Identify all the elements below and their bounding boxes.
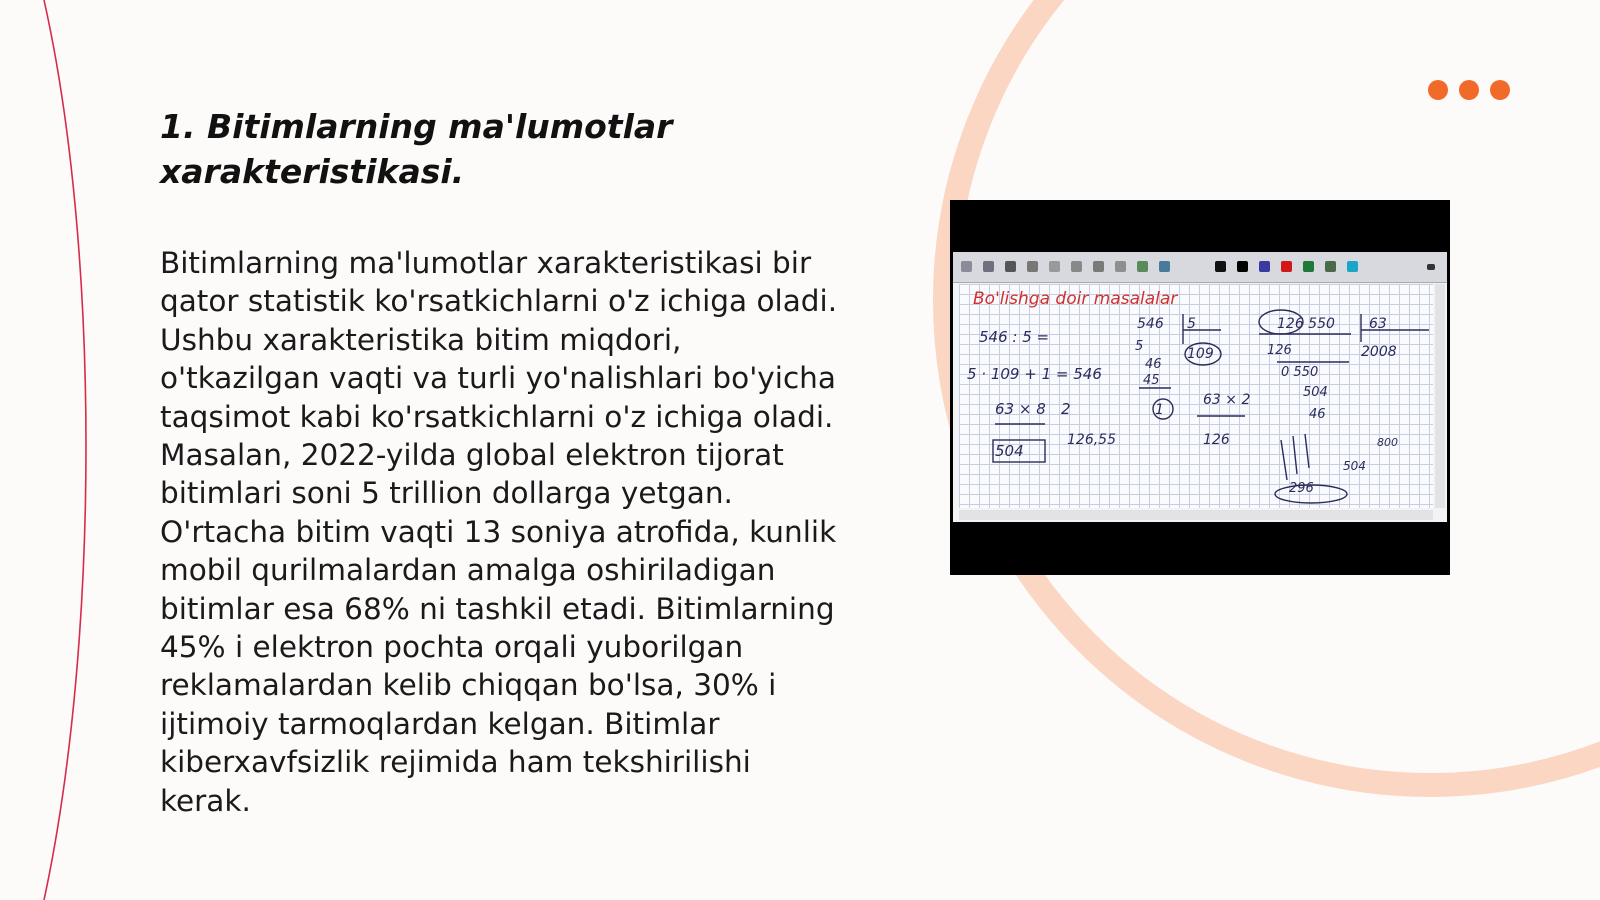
- slide-body-text: Bitimlarning ma'lumotlar xarakteristikasi bir qator statistik ko'rsatkichlarni o'z ichiga oladi. Ushbu xarakteristika bitim miqdori, o'tkazilgan vaqti va turli yo'nalishlari bo'yicha taqsimot kabi ko'rsatkichlarni o'z ichiga oladi. Masalan, 2022-yilda global elektron tijorat bitimlari soni 5 trillion dollarga yetgan. O'rtacha bitim vaqti 13 soniya atrofida, kunlik mobil qurilmalardan amalga oshiriladigan bitimlar esa 68% ni tashkil etadi. Bitimlarning 45% i elektron pochta orqali yuborilgan reklamalardan kelib chiqqan bo'lsa, 30% i ijtimoiy tarmoqlardan kelgan. Bitimlar kiberxavfsizlik rejimida ham tekshirilishi kerak.: [160, 246, 838, 818]
- div-1-divisor: 5: [1187, 316, 1196, 332]
- div-2-divisor: 63: [1369, 316, 1387, 332]
- div-2-quotient: 2008: [1361, 344, 1397, 360]
- dropdown-icon: [1427, 264, 1435, 270]
- shape-tool-icon: [1049, 261, 1060, 272]
- more-dots-icon: [1428, 80, 1510, 100]
- color-green-icon: [1303, 261, 1314, 272]
- grid-tool-icon: [1115, 261, 1126, 272]
- div-2-dividend: 126 550: [1277, 316, 1335, 332]
- dot: [1459, 80, 1479, 100]
- vertical-scrollbar[interactable]: [1435, 284, 1445, 508]
- div-2-step: 46: [1309, 407, 1326, 422]
- mult-2-result: 126: [1203, 432, 1230, 448]
- expr-2: 5 · 109 + 1 = 546: [967, 365, 1102, 383]
- slide-title: 1. Bitimlarning ma'lumotlar xarakteristikasi.: [160, 107, 673, 191]
- color-cyan-icon: [1347, 261, 1358, 272]
- div-2-step: 504: [1303, 385, 1328, 400]
- div-1-step: 46: [1145, 357, 1162, 372]
- pen-tool-icon: [961, 261, 972, 272]
- color-darkgray-icon: [1237, 261, 1248, 272]
- div-1-step: 45: [1143, 373, 1160, 388]
- expr-4: 504: [995, 442, 1024, 460]
- expr-3: 63 × 8: [995, 400, 1046, 418]
- mult-2: 63 × 2: [1203, 392, 1251, 408]
- redo-icon: [1159, 261, 1170, 272]
- text-tool-icon: [1005, 261, 1016, 272]
- expr-6: 126,55: [1067, 432, 1116, 448]
- div-1-quotient: 109: [1187, 346, 1214, 362]
- div-2-extra: 800: [1377, 436, 1398, 449]
- whiteboard-toolbar: [953, 252, 1447, 283]
- whiteboard-math: [959, 284, 1433, 508]
- dot: [1428, 80, 1448, 100]
- div-2-step: 126: [1267, 343, 1292, 358]
- div-2-extra: 296: [1289, 481, 1314, 496]
- horizontal-scrollbar[interactable]: [959, 510, 1433, 520]
- div-2-extra: 504: [1343, 459, 1366, 473]
- board-heading: Bo'lishga doir masalalar: [973, 289, 1178, 309]
- div-1-step: 5: [1135, 339, 1144, 354]
- expr-1: 546 : 5 =: [979, 328, 1050, 346]
- whiteboard-screen: [953, 252, 1447, 522]
- fill-tool-icon: [1027, 261, 1038, 272]
- left-accent-line: [44, 0, 86, 900]
- color-black-icon: [1215, 261, 1226, 272]
- eraser-icon: [983, 261, 994, 272]
- select-tool-icon: [1093, 261, 1104, 272]
- undo-icon: [1137, 261, 1148, 272]
- div-1-step: 1: [1155, 402, 1164, 418]
- color-olive-icon: [1325, 261, 1336, 272]
- whiteboard-grid: [959, 284, 1433, 508]
- color-blue-icon: [1259, 261, 1270, 272]
- dot: [1490, 80, 1510, 100]
- video-frame[interactable]: [950, 200, 1450, 575]
- color-red-icon: [1281, 261, 1292, 272]
- div-2-step: 0 550: [1281, 365, 1319, 380]
- expr-5: 2: [1061, 400, 1071, 418]
- div-1-dividend: 546: [1137, 316, 1164, 332]
- line-tool-icon: [1071, 261, 1082, 272]
